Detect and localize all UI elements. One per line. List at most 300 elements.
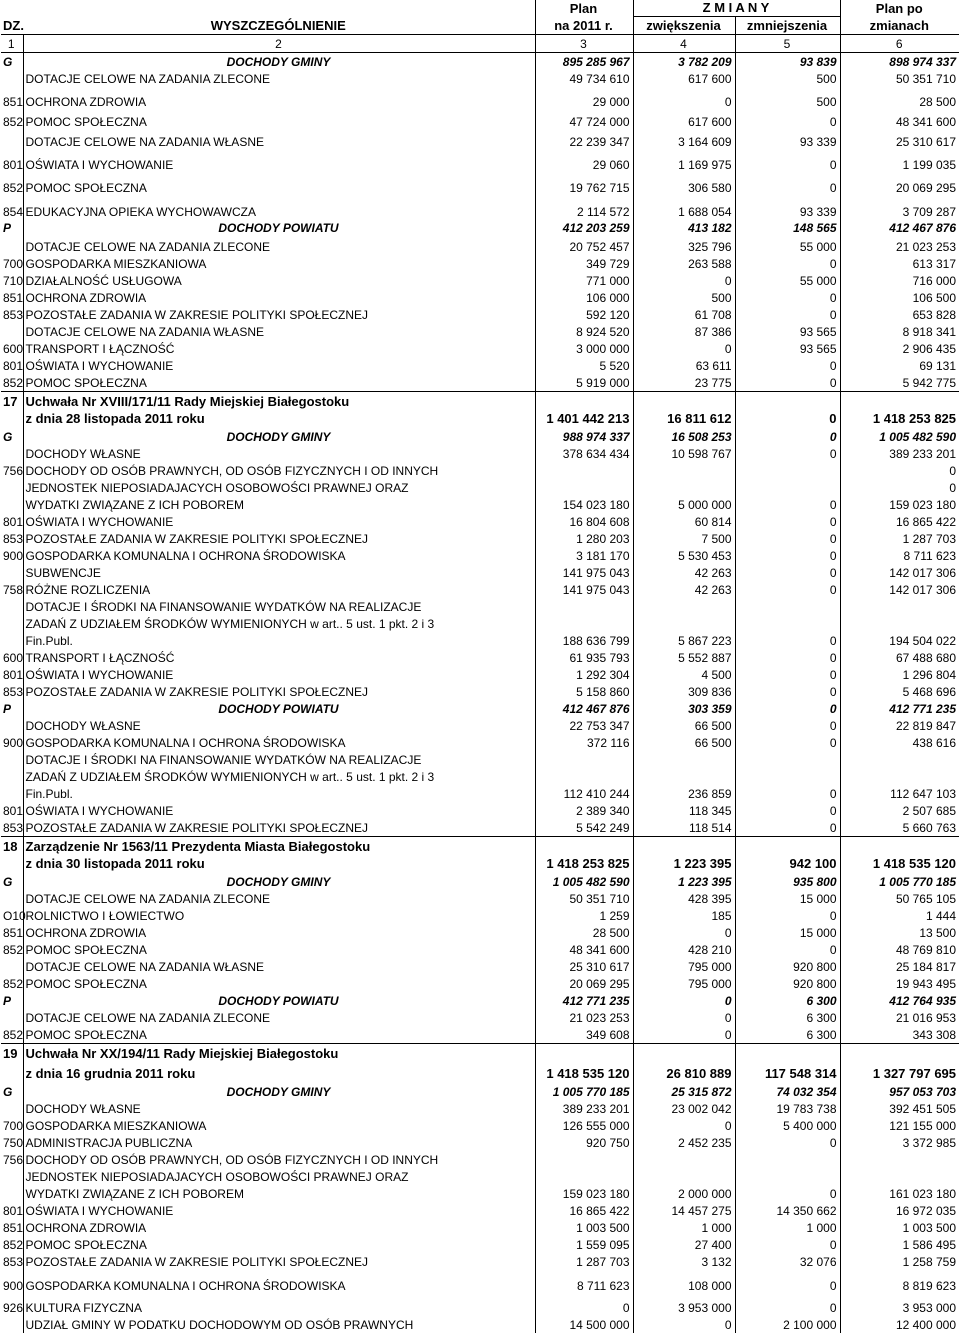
decrease-value — [735, 615, 840, 632]
plan-after-value — [840, 1151, 959, 1168]
increase-value: 60 814 — [633, 513, 735, 530]
table-row — [1, 975, 959, 992]
increase-value: 0 — [633, 1026, 735, 1044]
plan-value: 2 114 572 — [535, 196, 633, 220]
increase-value: 413 182 — [633, 220, 735, 236]
row-description: DOTACJE I ŚRODKI NA FINANSOWANIE WYDATKÓW NA REALIZACJE — [23, 598, 535, 615]
plan-value — [535, 392, 633, 411]
plan-after-value: 3 372 985 — [840, 1134, 959, 1151]
plan-after-value: 3 953 000 — [840, 1294, 959, 1316]
table-row — [1, 323, 959, 340]
plan-value: 8 924 520 — [535, 323, 633, 340]
decrease-value: 0 — [735, 802, 840, 819]
table-row — [1, 598, 959, 615]
table-row — [1, 87, 959, 110]
row-description: z dnia 30 listopada 2011 roku — [23, 855, 535, 872]
plan-after-value: 194 504 022 — [840, 632, 959, 649]
dz-code: 852 — [1, 1236, 23, 1253]
plan-value: 1 003 500 — [535, 1219, 633, 1236]
decrease-value — [735, 837, 840, 856]
plan-value: 112 410 244 — [535, 785, 633, 802]
table-row — [1, 496, 959, 513]
plan-value: 16 865 422 — [535, 1202, 633, 1219]
plan-after-value: 159 023 180 — [840, 496, 959, 513]
plan-value: 126 555 000 — [535, 1117, 633, 1134]
row-description: POZOSTAŁE ZADANIA W ZAKRESIE POLITYKI SPOŁECZNEJ — [23, 306, 535, 323]
row-description: DOCHODY GMINY — [23, 427, 535, 445]
row-description: POZOSTAŁE ZADANIA W ZAKRESIE POLITYKI SPOŁECZNEJ — [23, 683, 535, 700]
plan-after-value: 0 — [840, 479, 959, 496]
plan-after-value: 142 017 306 — [840, 564, 959, 581]
table-row — [1, 890, 959, 907]
row-description: GOSPODARKA MIESZKANIOWA — [23, 255, 535, 272]
plan-after-value: 69 131 — [840, 357, 959, 374]
plan-value: 920 750 — [535, 1134, 633, 1151]
row-description: POZOSTAŁE ZADANIA W ZAKRESIE POLITYKI SPOŁECZNEJ — [23, 1253, 535, 1270]
row-description: OŚWIATA I WYCHOWANIE — [23, 357, 535, 374]
decrease-value: 0 — [735, 255, 840, 272]
dz-code: 851 — [1, 1219, 23, 1236]
plan-value: 1 287 703 — [535, 1253, 633, 1270]
row-description: POMOC SPOŁECZNA — [23, 1026, 535, 1044]
decrease-value: 93 565 — [735, 323, 840, 340]
plan-after-value: 13 500 — [840, 924, 959, 941]
plan-value: 389 233 201 — [535, 1100, 633, 1117]
header-description: WYSZCZEGÓLNIENIE — [23, 17, 535, 35]
decrease-value: 15 000 — [735, 890, 840, 907]
plan-after-value: 1 418 535 120 — [840, 855, 959, 872]
dz-code: G — [1, 872, 23, 890]
decrease-value: 0 — [735, 581, 840, 598]
plan-after-value: 20 069 295 — [840, 173, 959, 196]
header-after-bottom: zmianach — [840, 17, 959, 35]
decrease-value: 0 — [735, 357, 840, 374]
dz-code: 801 — [1, 357, 23, 374]
plan-value: 159 023 180 — [535, 1185, 633, 1202]
increase-value: 118 345 — [633, 802, 735, 819]
plan-after-value — [840, 1168, 959, 1185]
header-decrease: zmniejszenia — [735, 17, 840, 35]
table-row — [1, 1202, 959, 1219]
dz-code — [1, 564, 23, 581]
increase-value: 66 500 — [633, 717, 735, 734]
table-row — [1, 130, 959, 150]
decrease-value: 0 — [735, 513, 840, 530]
decrease-value: 0 — [735, 700, 840, 717]
dz-code: 600 — [1, 649, 23, 666]
row-description: DOTACJE CELOWE NA ZADANIA WŁASNE — [23, 130, 535, 150]
decrease-value: 74 032 354 — [735, 1082, 840, 1100]
row-description: DZIAŁALNOŚĆ USŁUGOWA — [23, 272, 535, 289]
plan-after-value: 898 974 337 — [840, 53, 959, 71]
plan-after-value: 1 327 797 695 — [840, 1062, 959, 1082]
decrease-value: 6 300 — [735, 992, 840, 1009]
decrease-value — [735, 768, 840, 785]
row-description: DOCHODY POWIATU — [23, 700, 535, 717]
increase-value: 3 164 609 — [633, 130, 735, 150]
row-description: Uchwała Nr XX/194/11 Rady Miejskiej Białegostoku — [23, 1044, 535, 1063]
decrease-value: 55 000 — [735, 236, 840, 255]
increase-value: 0 — [633, 340, 735, 357]
row-description: POMOC SPOŁECZNA — [23, 941, 535, 958]
decrease-value: 0 — [735, 547, 840, 564]
decrease-value: 0 — [735, 1294, 840, 1316]
dz-code: 900 — [1, 734, 23, 751]
decrease-value: 0 — [735, 1270, 840, 1294]
plan-after-value: 1 418 253 825 — [840, 410, 959, 427]
plan-value — [535, 598, 633, 615]
decrease-value: 93 339 — [735, 196, 840, 220]
increase-value: 0 — [633, 1117, 735, 1134]
section-row — [1, 220, 959, 236]
decrease-value: 0 — [735, 150, 840, 173]
plan-after-value: 50 765 105 — [840, 890, 959, 907]
table-row — [1, 1316, 959, 1333]
plan-value: 3 000 000 — [535, 340, 633, 357]
row-description: WYDATKI ZWIĄZANE Z ICH POBOREM — [23, 1185, 535, 1202]
section-row — [1, 53, 959, 71]
increase-value: 63 611 — [633, 357, 735, 374]
increase-value: 617 600 — [633, 110, 735, 130]
decrease-value: 6 300 — [735, 1026, 840, 1044]
row-description: JEDNOSTEK NIEPOSIADAJACYCH OSOBOWOŚCI PRAWNEJ ORAZ — [23, 479, 535, 496]
header-plan-bottom: na 2011 r. — [535, 17, 633, 35]
increase-value — [633, 1168, 735, 1185]
decrease-value: 0 — [735, 649, 840, 666]
plan-after-value: 67 488 680 — [840, 649, 959, 666]
plan-after-value: 438 616 — [840, 734, 959, 751]
increase-value: 27 400 — [633, 1236, 735, 1253]
dz-code — [1, 785, 23, 802]
increase-value — [633, 598, 735, 615]
increase-value: 1 223 395 — [633, 855, 735, 872]
increase-value: 5 530 453 — [633, 547, 735, 564]
plan-after-value: 343 308 — [840, 1026, 959, 1044]
dz-code: 854 — [1, 196, 23, 220]
increase-value — [633, 837, 735, 856]
increase-value: 14 457 275 — [633, 1202, 735, 1219]
plan-value: 50 351 710 — [535, 890, 633, 907]
dz-code — [1, 70, 23, 87]
table-row — [1, 564, 959, 581]
increase-value: 0 — [633, 272, 735, 289]
row-description: OCHRONA ZDROWIA — [23, 87, 535, 110]
table-row — [1, 581, 959, 598]
plan-value: 0 — [535, 1294, 633, 1316]
dz-code: 750 — [1, 1134, 23, 1151]
table-row — [1, 666, 959, 683]
dz-code: 756 — [1, 462, 23, 479]
plan-value: 1 559 095 — [535, 1236, 633, 1253]
table-row — [1, 1151, 959, 1168]
plan-after-value: 2 906 435 — [840, 340, 959, 357]
plan-value: 21 023 253 — [535, 1009, 633, 1026]
table-row — [1, 1219, 959, 1236]
increase-value — [633, 1044, 735, 1063]
dz-code: 852 — [1, 941, 23, 958]
plan-after-value — [840, 615, 959, 632]
table-row — [1, 462, 959, 479]
dz-code: 852 — [1, 374, 23, 392]
plan-after-value: 16 972 035 — [840, 1202, 959, 1219]
increase-value: 309 836 — [633, 683, 735, 700]
plan-value: 1 259 — [535, 907, 633, 924]
plan-value: 378 634 434 — [535, 445, 633, 462]
resolution-row — [1, 392, 959, 411]
plan-after-value: 161 023 180 — [840, 1185, 959, 1202]
plan-after-value: 25 184 817 — [840, 958, 959, 975]
plan-after-value: 1 586 495 — [840, 1236, 959, 1253]
decrease-value: 0 — [735, 1236, 840, 1253]
plan-value: 5 919 000 — [535, 374, 633, 392]
increase-value: 617 600 — [633, 70, 735, 87]
plan-after-value: 412 764 935 — [840, 992, 959, 1009]
plan-value: 3 181 170 — [535, 547, 633, 564]
decrease-value: 0 — [735, 1134, 840, 1151]
plan-after-value: 1 296 804 — [840, 666, 959, 683]
decrease-value: 942 100 — [735, 855, 840, 872]
header-increase: zwiększenia — [633, 17, 735, 35]
increase-value: 0 — [633, 992, 735, 1009]
increase-value: 2 452 235 — [633, 1134, 735, 1151]
decrease-value: 6 300 — [735, 1009, 840, 1026]
row-description: DOTACJE CELOWE NA ZADANIA WŁASNE — [23, 323, 535, 340]
row-description: OCHRONA ZDROWIA — [23, 289, 535, 306]
plan-value: 895 285 967 — [535, 53, 633, 71]
table-row — [1, 110, 959, 130]
row-description: TRANSPORT I ŁĄCZNOŚĆ — [23, 340, 535, 357]
increase-value: 16 811 612 — [633, 410, 735, 427]
plan-after-value: 8 711 623 — [840, 547, 959, 564]
plan-value: 106 000 — [535, 289, 633, 306]
plan-after-value: 412 467 876 — [840, 220, 959, 236]
plan-after-value: 0 — [840, 462, 959, 479]
dz-code — [1, 890, 23, 907]
increase-value: 42 263 — [633, 581, 735, 598]
plan-value: 5 542 249 — [535, 819, 633, 837]
decrease-value: 55 000 — [735, 272, 840, 289]
plan-value: 28 500 — [535, 924, 633, 941]
increase-value: 0 — [633, 1009, 735, 1026]
table-row — [1, 173, 959, 196]
increase-value: 1 688 054 — [633, 196, 735, 220]
row-description: DOCHODY OD OSÓB PRAWNYCH, OD OSÓB FIZYCZNYCH I OD INNYCH — [23, 1151, 535, 1168]
increase-value: 236 859 — [633, 785, 735, 802]
decrease-value — [735, 462, 840, 479]
dz-code: 851 — [1, 924, 23, 941]
row-description: Fin.Publ. — [23, 785, 535, 802]
dz-code: 758 — [1, 581, 23, 598]
plan-value: 20 752 457 — [535, 236, 633, 255]
decrease-value: 500 — [735, 87, 840, 110]
increase-value: 118 514 — [633, 819, 735, 837]
row-description: ADMINISTRACJA PUBLICZNA — [23, 1134, 535, 1151]
increase-value: 66 500 — [633, 734, 735, 751]
header-dz — [1, 0, 23, 17]
decrease-value — [735, 1044, 840, 1063]
plan-after-value — [840, 1044, 959, 1063]
plan-after-value: 8 918 341 — [840, 323, 959, 340]
row-description: DOCHODY WŁASNE — [23, 717, 535, 734]
decrease-value: 0 — [735, 666, 840, 683]
row-description: DOCHODY OD OSÓB PRAWNYCH, OD OSÓB FIZYCZNYCH I OD INNYCH — [23, 462, 535, 479]
decrease-value: 93 339 — [735, 130, 840, 150]
increase-value: 16 508 253 — [633, 427, 735, 445]
plan-value: 412 771 235 — [535, 992, 633, 1009]
plan-value: 29 060 — [535, 150, 633, 173]
decrease-value: 0 — [735, 289, 840, 306]
decrease-value: 0 — [735, 427, 840, 445]
increase-value: 795 000 — [633, 958, 735, 975]
row-description: DOCHODY POWIATU — [23, 992, 535, 1009]
row-description: POZOSTAŁE ZADANIA W ZAKRESIE POLITYKI SPOŁECZNEJ — [23, 530, 535, 547]
dz-code — [1, 445, 23, 462]
row-description: DOCHODY POWIATU — [23, 220, 535, 236]
decrease-value: 0 — [735, 410, 840, 427]
row-description: WYDATKI ZWIĄZANE Z ICH POBOREM — [23, 496, 535, 513]
decrease-value: 0 — [735, 173, 840, 196]
dz-code: 853 — [1, 683, 23, 700]
increase-value: 5 000 000 — [633, 496, 735, 513]
plan-value — [535, 462, 633, 479]
decrease-value: 93 565 — [735, 340, 840, 357]
plan-after-value: 5 942 775 — [840, 374, 959, 392]
section-row — [1, 700, 959, 717]
table-row — [1, 547, 959, 564]
increase-value: 3 953 000 — [633, 1294, 735, 1316]
decrease-value: 0 — [735, 734, 840, 751]
plan-value: 1 418 253 825 — [535, 855, 633, 872]
plan-after-value: 16 865 422 — [840, 513, 959, 530]
increase-value — [633, 615, 735, 632]
dz-code: 801 — [1, 802, 23, 819]
table-row — [1, 150, 959, 173]
plan-value: 1 005 482 590 — [535, 872, 633, 890]
table-row — [1, 734, 959, 751]
plan-after-value: 3 709 287 — [840, 196, 959, 220]
resolution-row — [1, 1062, 959, 1082]
decrease-value: 0 — [735, 819, 840, 837]
increase-value: 795 000 — [633, 975, 735, 992]
decrease-value — [735, 598, 840, 615]
table-row — [1, 1009, 959, 1026]
column-number: 6 — [840, 35, 959, 53]
plan-after-value — [840, 751, 959, 768]
plan-value — [535, 615, 633, 632]
plan-value: 771 000 — [535, 272, 633, 289]
row-description: TRANSPORT I ŁĄCZNOŚĆ — [23, 649, 535, 666]
row-description: DOTACJE CELOWE NA ZADANIA ZLECONE — [23, 1009, 535, 1026]
dz-code: 700 — [1, 1117, 23, 1134]
plan-after-value: 21 016 953 — [840, 1009, 959, 1026]
increase-value: 23 775 — [633, 374, 735, 392]
dz-code — [1, 615, 23, 632]
row-description: POMOC SPOŁECZNA — [23, 1236, 535, 1253]
dz-code: P — [1, 992, 23, 1009]
decrease-value: 0 — [735, 306, 840, 323]
table-row — [1, 649, 959, 666]
plan-value: 61 935 793 — [535, 649, 633, 666]
table-body — [1, 53, 959, 1333]
table-row — [1, 717, 959, 734]
table-row — [1, 513, 959, 530]
row-description: GOSPODARKA KOMUNALNA I OCHRONA ŚRODOWISKA — [23, 1270, 535, 1294]
plan-value: 1 005 770 185 — [535, 1082, 633, 1100]
dz-code — [1, 717, 23, 734]
dz-code — [1, 855, 23, 872]
row-description: GOSPODARKA MIESZKANIOWA — [23, 1117, 535, 1134]
increase-value — [633, 462, 735, 479]
decrease-value: 0 — [735, 941, 840, 958]
row-description: SUBWENCJE — [23, 564, 535, 581]
table-row — [1, 236, 959, 255]
plan-after-value: 5 660 763 — [840, 819, 959, 837]
plan-after-value: 48 769 810 — [840, 941, 959, 958]
plan-value: 1 280 203 — [535, 530, 633, 547]
table-row — [1, 1117, 959, 1134]
plan-value: 25 310 617 — [535, 958, 633, 975]
decrease-value: 0 — [735, 110, 840, 130]
plan-value — [535, 751, 633, 768]
dz-code: 710 — [1, 272, 23, 289]
resolution-row — [1, 1044, 959, 1063]
plan-after-value: 48 341 600 — [840, 110, 959, 130]
table-row — [1, 196, 959, 220]
increase-value: 1 169 975 — [633, 150, 735, 173]
plan-after-value: 1 287 703 — [840, 530, 959, 547]
dz-code — [1, 496, 23, 513]
row-description: UDZIAŁ GMINY W PODATKU DOCHODOWYM OD OSÓB PRAWNYCH — [23, 1316, 535, 1333]
plan-after-value: 389 233 201 — [840, 445, 959, 462]
row-description: POMOC SPOŁECZNA — [23, 374, 535, 392]
increase-value: 303 359 — [633, 700, 735, 717]
dz-code — [1, 598, 23, 615]
table-row — [1, 272, 959, 289]
table-row — [1, 1253, 959, 1270]
increase-value: 5 867 223 — [633, 632, 735, 649]
plan-value: 1 418 535 120 — [535, 1062, 633, 1082]
dz-code — [1, 632, 23, 649]
plan-value: 49 734 610 — [535, 70, 633, 87]
row-description: z dnia 16 grudnia 2011 roku — [23, 1062, 535, 1082]
decrease-value: 32 076 — [735, 1253, 840, 1270]
dz-code — [1, 236, 23, 255]
increase-value: 26 810 889 — [633, 1062, 735, 1082]
dz-code: 852 — [1, 110, 23, 130]
section-row — [1, 427, 959, 445]
increase-value: 23 002 042 — [633, 1100, 735, 1117]
decrease-value: 935 800 — [735, 872, 840, 890]
plan-after-value: 106 500 — [840, 289, 959, 306]
increase-value: 25 315 872 — [633, 1082, 735, 1100]
plan-value: 22 753 347 — [535, 717, 633, 734]
increase-value: 3 782 209 — [633, 53, 735, 71]
section-row — [1, 872, 959, 890]
row-description: ROLNICTWO I ŁOWIECTWO — [23, 907, 535, 924]
plan-value: 22 239 347 — [535, 130, 633, 150]
plan-after-value: 1 005 482 590 — [840, 427, 959, 445]
table-row — [1, 1168, 959, 1185]
increase-value: 4 500 — [633, 666, 735, 683]
plan-value: 592 120 — [535, 306, 633, 323]
row-description: OŚWIATA I WYCHOWANIE — [23, 513, 535, 530]
table-row — [1, 632, 959, 649]
section-row — [1, 1082, 959, 1100]
increase-value: 428 210 — [633, 941, 735, 958]
dz-code — [1, 410, 23, 427]
dz-code: 853 — [1, 530, 23, 547]
increase-value: 5 552 887 — [633, 649, 735, 666]
